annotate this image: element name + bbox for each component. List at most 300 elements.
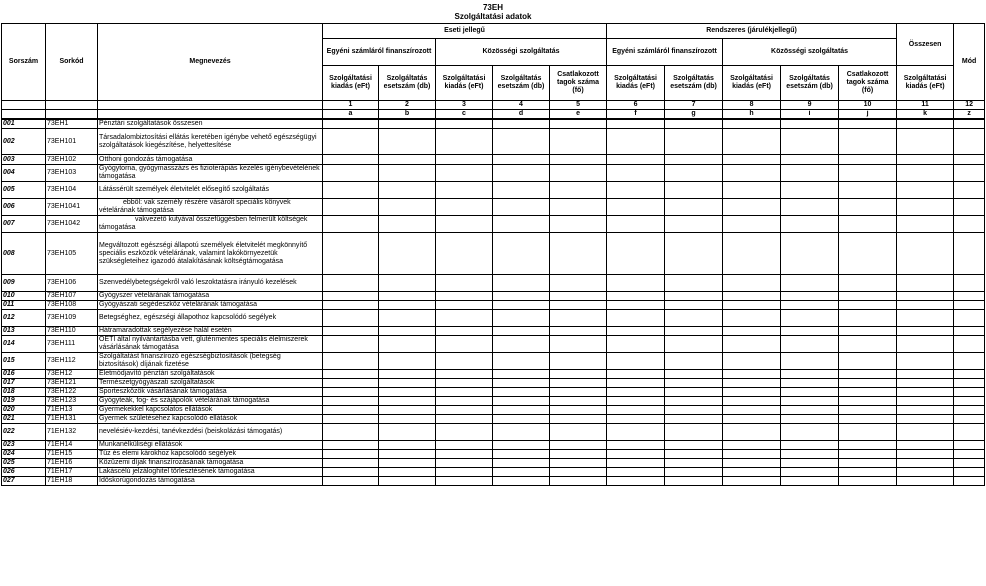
data-cell[interactable] <box>954 119 985 129</box>
data-cell[interactable] <box>493 415 550 424</box>
data-cell[interactable] <box>493 310 550 327</box>
data-cell[interactable] <box>379 292 436 301</box>
data-cell[interactable] <box>607 301 665 310</box>
data-cell[interactable] <box>379 129 436 155</box>
data-cell[interactable] <box>607 275 665 292</box>
data-cell[interactable] <box>954 415 985 424</box>
data-cell[interactable] <box>665 129 723 155</box>
data-cell[interactable] <box>436 370 493 379</box>
data-cell[interactable] <box>436 119 493 129</box>
data-cell[interactable] <box>897 370 954 379</box>
data-cell[interactable] <box>436 155 493 165</box>
data-cell[interactable] <box>665 388 723 397</box>
data-cell[interactable] <box>723 292 781 301</box>
data-cell[interactable] <box>954 441 985 450</box>
data-cell[interactable] <box>954 292 985 301</box>
data-cell[interactable] <box>323 129 379 155</box>
data-cell[interactable] <box>607 441 665 450</box>
data-cell[interactable] <box>550 275 607 292</box>
data-cell[interactable] <box>493 275 550 292</box>
data-cell[interactable] <box>550 459 607 468</box>
data-cell[interactable] <box>897 165 954 182</box>
data-cell[interactable] <box>493 155 550 165</box>
data-cell[interactable] <box>550 129 607 155</box>
data-cell[interactable] <box>379 477 436 486</box>
data-cell[interactable] <box>723 415 781 424</box>
data-cell[interactable] <box>323 165 379 182</box>
data-cell[interactable] <box>723 301 781 310</box>
data-cell[interactable] <box>665 119 723 129</box>
data-cell[interactable] <box>839 370 897 379</box>
data-cell[interactable] <box>550 216 607 233</box>
data-cell[interactable] <box>379 397 436 406</box>
data-cell[interactable] <box>839 459 897 468</box>
data-cell[interactable] <box>839 275 897 292</box>
data-cell[interactable] <box>897 310 954 327</box>
data-cell[interactable] <box>781 406 839 415</box>
data-cell[interactable] <box>665 199 723 216</box>
data-cell[interactable] <box>607 450 665 459</box>
data-cell[interactable] <box>897 459 954 468</box>
data-cell[interactable] <box>781 468 839 477</box>
data-cell[interactable] <box>436 292 493 301</box>
data-cell[interactable] <box>781 292 839 301</box>
data-cell[interactable] <box>493 477 550 486</box>
data-cell[interactable] <box>781 327 839 336</box>
data-cell[interactable] <box>723 459 781 468</box>
data-cell[interactable] <box>781 441 839 450</box>
data-cell[interactable] <box>665 424 723 441</box>
data-cell[interactable] <box>607 310 665 327</box>
data-cell[interactable] <box>954 336 985 353</box>
data-cell[interactable] <box>550 310 607 327</box>
data-cell[interactable] <box>493 388 550 397</box>
data-cell[interactable] <box>781 353 839 370</box>
data-cell[interactable] <box>493 450 550 459</box>
data-cell[interactable] <box>493 301 550 310</box>
data-cell[interactable] <box>436 336 493 353</box>
data-cell[interactable] <box>550 406 607 415</box>
data-cell[interactable] <box>493 182 550 199</box>
data-cell[interactable] <box>550 379 607 388</box>
data-cell[interactable] <box>379 275 436 292</box>
data-cell[interactable] <box>493 459 550 468</box>
data-cell[interactable] <box>665 468 723 477</box>
data-cell[interactable] <box>665 477 723 486</box>
data-cell[interactable] <box>781 119 839 129</box>
data-cell[interactable] <box>665 450 723 459</box>
data-cell[interactable] <box>723 165 781 182</box>
data-cell[interactable] <box>493 468 550 477</box>
data-cell[interactable] <box>723 336 781 353</box>
data-cell[interactable] <box>954 233 985 275</box>
data-cell[interactable] <box>379 468 436 477</box>
data-cell[interactable] <box>954 468 985 477</box>
data-cell[interactable] <box>323 336 379 353</box>
data-cell[interactable] <box>781 388 839 397</box>
data-cell[interactable] <box>550 199 607 216</box>
data-cell[interactable] <box>665 310 723 327</box>
data-cell[interactable] <box>723 397 781 406</box>
data-cell[interactable] <box>665 336 723 353</box>
data-cell[interactable] <box>897 155 954 165</box>
data-cell[interactable] <box>436 379 493 388</box>
data-cell[interactable] <box>897 292 954 301</box>
data-cell[interactable] <box>781 165 839 182</box>
data-cell[interactable] <box>954 353 985 370</box>
data-cell[interactable] <box>323 468 379 477</box>
data-cell[interactable] <box>550 415 607 424</box>
data-cell[interactable] <box>379 336 436 353</box>
data-cell[interactable] <box>493 424 550 441</box>
data-cell[interactable] <box>897 233 954 275</box>
data-cell[interactable] <box>897 415 954 424</box>
data-cell[interactable] <box>781 301 839 310</box>
data-cell[interactable] <box>436 165 493 182</box>
data-cell[interactable] <box>954 216 985 233</box>
data-cell[interactable] <box>436 216 493 233</box>
data-cell[interactable] <box>897 397 954 406</box>
data-cell[interactable] <box>723 199 781 216</box>
data-cell[interactable] <box>323 199 379 216</box>
data-cell[interactable] <box>954 397 985 406</box>
data-cell[interactable] <box>607 119 665 129</box>
data-cell[interactable] <box>897 275 954 292</box>
data-cell[interactable] <box>550 450 607 459</box>
data-cell[interactable] <box>665 379 723 388</box>
data-cell[interactable] <box>493 327 550 336</box>
data-cell[interactable] <box>323 415 379 424</box>
data-cell[interactable] <box>781 233 839 275</box>
data-cell[interactable] <box>839 406 897 415</box>
data-cell[interactable] <box>379 459 436 468</box>
data-cell[interactable] <box>607 336 665 353</box>
data-cell[interactable] <box>954 379 985 388</box>
data-cell[interactable] <box>436 459 493 468</box>
data-cell[interactable] <box>323 459 379 468</box>
data-cell[interactable] <box>839 182 897 199</box>
data-cell[interactable] <box>493 233 550 275</box>
data-cell[interactable] <box>550 370 607 379</box>
data-cell[interactable] <box>550 301 607 310</box>
data-cell[interactable] <box>379 424 436 441</box>
data-cell[interactable] <box>897 353 954 370</box>
data-cell[interactable] <box>550 292 607 301</box>
data-cell[interactable] <box>839 468 897 477</box>
data-cell[interactable] <box>665 275 723 292</box>
data-cell[interactable] <box>323 406 379 415</box>
data-cell[interactable] <box>379 388 436 397</box>
data-cell[interactable] <box>550 336 607 353</box>
data-cell[interactable] <box>323 327 379 336</box>
data-cell[interactable] <box>323 275 379 292</box>
data-cell[interactable] <box>839 477 897 486</box>
data-cell[interactable] <box>954 477 985 486</box>
data-cell[interactable] <box>607 199 665 216</box>
data-cell[interactable] <box>723 450 781 459</box>
data-cell[interactable] <box>436 441 493 450</box>
data-cell[interactable] <box>607 233 665 275</box>
data-cell[interactable] <box>550 441 607 450</box>
data-cell[interactable] <box>723 441 781 450</box>
data-cell[interactable] <box>781 370 839 379</box>
data-cell[interactable] <box>723 379 781 388</box>
data-cell[interactable] <box>723 119 781 129</box>
data-cell[interactable] <box>379 370 436 379</box>
data-cell[interactable] <box>493 119 550 129</box>
data-cell[interactable] <box>607 155 665 165</box>
data-cell[interactable] <box>550 165 607 182</box>
data-cell[interactable] <box>436 182 493 199</box>
data-cell[interactable] <box>323 292 379 301</box>
data-cell[interactable] <box>954 406 985 415</box>
data-cell[interactable] <box>723 327 781 336</box>
data-cell[interactable] <box>897 301 954 310</box>
data-cell[interactable] <box>723 129 781 155</box>
data-cell[interactable] <box>723 310 781 327</box>
data-cell[interactable] <box>954 327 985 336</box>
data-cell[interactable] <box>323 119 379 129</box>
data-cell[interactable] <box>839 119 897 129</box>
data-cell[interactable] <box>839 310 897 327</box>
data-cell[interactable] <box>897 182 954 199</box>
data-cell[interactable] <box>781 275 839 292</box>
data-cell[interactable] <box>436 424 493 441</box>
data-cell[interactable] <box>839 353 897 370</box>
data-cell[interactable] <box>839 199 897 216</box>
data-cell[interactable] <box>897 199 954 216</box>
data-cell[interactable] <box>436 275 493 292</box>
data-cell[interactable] <box>665 216 723 233</box>
data-cell[interactable] <box>379 199 436 216</box>
data-cell[interactable] <box>493 379 550 388</box>
data-cell[interactable] <box>665 327 723 336</box>
data-cell[interactable] <box>550 155 607 165</box>
data-cell[interactable] <box>607 397 665 406</box>
data-cell[interactable] <box>607 165 665 182</box>
data-cell[interactable] <box>379 165 436 182</box>
data-cell[interactable] <box>839 216 897 233</box>
data-cell[interactable] <box>379 379 436 388</box>
data-cell[interactable] <box>839 441 897 450</box>
data-cell[interactable] <box>781 129 839 155</box>
data-cell[interactable] <box>550 353 607 370</box>
data-cell[interactable] <box>839 155 897 165</box>
data-cell[interactable] <box>839 424 897 441</box>
data-cell[interactable] <box>436 301 493 310</box>
data-cell[interactable] <box>723 233 781 275</box>
data-cell[interactable] <box>723 353 781 370</box>
data-cell[interactable] <box>781 155 839 165</box>
data-cell[interactable] <box>323 233 379 275</box>
data-cell[interactable] <box>323 450 379 459</box>
data-cell[interactable] <box>665 301 723 310</box>
data-cell[interactable] <box>436 233 493 275</box>
data-cell[interactable] <box>665 406 723 415</box>
data-cell[interactable] <box>607 477 665 486</box>
data-cell[interactable] <box>436 415 493 424</box>
data-cell[interactable] <box>436 450 493 459</box>
data-cell[interactable] <box>436 353 493 370</box>
data-cell[interactable] <box>897 424 954 441</box>
data-cell[interactable] <box>379 155 436 165</box>
data-cell[interactable] <box>323 216 379 233</box>
data-cell[interactable] <box>493 336 550 353</box>
data-cell[interactable] <box>607 415 665 424</box>
data-cell[interactable] <box>781 459 839 468</box>
data-cell[interactable] <box>781 182 839 199</box>
data-cell[interactable] <box>607 406 665 415</box>
data-cell[interactable] <box>436 388 493 397</box>
data-cell[interactable] <box>436 327 493 336</box>
data-cell[interactable] <box>379 441 436 450</box>
data-cell[interactable] <box>436 477 493 486</box>
data-cell[interactable] <box>607 459 665 468</box>
data-cell[interactable] <box>897 450 954 459</box>
data-cell[interactable] <box>839 397 897 406</box>
data-cell[interactable] <box>781 310 839 327</box>
data-cell[interactable] <box>379 415 436 424</box>
data-cell[interactable] <box>839 129 897 155</box>
data-cell[interactable] <box>379 216 436 233</box>
data-cell[interactable] <box>493 216 550 233</box>
data-cell[interactable] <box>493 292 550 301</box>
data-cell[interactable] <box>723 216 781 233</box>
data-cell[interactable] <box>781 379 839 388</box>
data-cell[interactable] <box>839 327 897 336</box>
data-cell[interactable] <box>897 129 954 155</box>
data-cell[interactable] <box>839 336 897 353</box>
data-cell[interactable] <box>665 459 723 468</box>
data-cell[interactable] <box>723 370 781 379</box>
data-cell[interactable] <box>323 424 379 441</box>
data-cell[interactable] <box>493 129 550 155</box>
data-cell[interactable] <box>723 477 781 486</box>
data-cell[interactable] <box>954 424 985 441</box>
data-cell[interactable] <box>954 310 985 327</box>
data-cell[interactable] <box>550 233 607 275</box>
data-cell[interactable] <box>897 119 954 129</box>
data-cell[interactable] <box>839 301 897 310</box>
data-cell[interactable] <box>607 468 665 477</box>
data-cell[interactable] <box>550 327 607 336</box>
data-cell[interactable] <box>665 370 723 379</box>
data-cell[interactable] <box>897 477 954 486</box>
data-cell[interactable] <box>493 370 550 379</box>
data-cell[interactable] <box>954 129 985 155</box>
data-cell[interactable] <box>379 406 436 415</box>
data-cell[interactable] <box>607 379 665 388</box>
data-cell[interactable] <box>839 165 897 182</box>
data-cell[interactable] <box>723 424 781 441</box>
data-cell[interactable] <box>323 388 379 397</box>
data-cell[interactable] <box>665 292 723 301</box>
data-cell[interactable] <box>379 450 436 459</box>
data-cell[interactable] <box>436 199 493 216</box>
data-cell[interactable] <box>954 450 985 459</box>
data-cell[interactable] <box>665 155 723 165</box>
data-cell[interactable] <box>954 388 985 397</box>
data-cell[interactable] <box>954 155 985 165</box>
data-cell[interactable] <box>550 182 607 199</box>
data-cell[interactable] <box>954 459 985 468</box>
data-cell[interactable] <box>954 182 985 199</box>
data-cell[interactable] <box>665 415 723 424</box>
data-cell[interactable] <box>839 379 897 388</box>
data-cell[interactable] <box>323 301 379 310</box>
data-cell[interactable] <box>897 441 954 450</box>
data-cell[interactable] <box>665 182 723 199</box>
data-cell[interactable] <box>323 379 379 388</box>
data-cell[interactable] <box>379 353 436 370</box>
data-cell[interactable] <box>550 424 607 441</box>
data-cell[interactable] <box>493 406 550 415</box>
data-cell[interactable] <box>607 388 665 397</box>
data-cell[interactable] <box>607 129 665 155</box>
data-cell[interactable] <box>781 424 839 441</box>
data-cell[interactable] <box>607 353 665 370</box>
data-cell[interactable] <box>897 216 954 233</box>
data-cell[interactable] <box>550 477 607 486</box>
data-cell[interactable] <box>323 477 379 486</box>
data-cell[interactable] <box>839 388 897 397</box>
data-cell[interactable] <box>723 468 781 477</box>
data-cell[interactable] <box>665 233 723 275</box>
data-cell[interactable] <box>493 199 550 216</box>
data-cell[interactable] <box>781 450 839 459</box>
data-cell[interactable] <box>379 327 436 336</box>
data-cell[interactable] <box>323 441 379 450</box>
data-cell[interactable] <box>607 424 665 441</box>
data-cell[interactable] <box>550 388 607 397</box>
data-cell[interactable] <box>436 406 493 415</box>
data-cell[interactable] <box>493 441 550 450</box>
data-cell[interactable] <box>493 397 550 406</box>
data-cell[interactable] <box>379 119 436 129</box>
data-cell[interactable] <box>379 182 436 199</box>
data-cell[interactable] <box>665 353 723 370</box>
data-cell[interactable] <box>607 327 665 336</box>
data-cell[interactable] <box>839 415 897 424</box>
data-cell[interactable] <box>723 182 781 199</box>
data-cell[interactable] <box>323 310 379 327</box>
data-cell[interactable] <box>607 370 665 379</box>
data-cell[interactable] <box>839 450 897 459</box>
data-cell[interactable] <box>493 165 550 182</box>
data-cell[interactable] <box>897 468 954 477</box>
data-cell[interactable] <box>379 310 436 327</box>
data-cell[interactable] <box>897 406 954 415</box>
data-cell[interactable] <box>954 301 985 310</box>
data-cell[interactable] <box>436 310 493 327</box>
data-cell[interactable] <box>897 379 954 388</box>
data-cell[interactable] <box>723 388 781 397</box>
data-cell[interactable] <box>550 397 607 406</box>
data-cell[interactable] <box>781 199 839 216</box>
data-cell[interactable] <box>379 233 436 275</box>
data-cell[interactable] <box>379 301 436 310</box>
data-cell[interactable] <box>607 216 665 233</box>
data-cell[interactable] <box>781 397 839 406</box>
data-cell[interactable] <box>723 275 781 292</box>
data-cell[interactable] <box>665 165 723 182</box>
data-cell[interactable] <box>781 415 839 424</box>
data-cell[interactable] <box>954 165 985 182</box>
data-cell[interactable] <box>723 155 781 165</box>
data-cell[interactable] <box>839 233 897 275</box>
data-cell[interactable] <box>323 370 379 379</box>
data-cell[interactable] <box>954 275 985 292</box>
